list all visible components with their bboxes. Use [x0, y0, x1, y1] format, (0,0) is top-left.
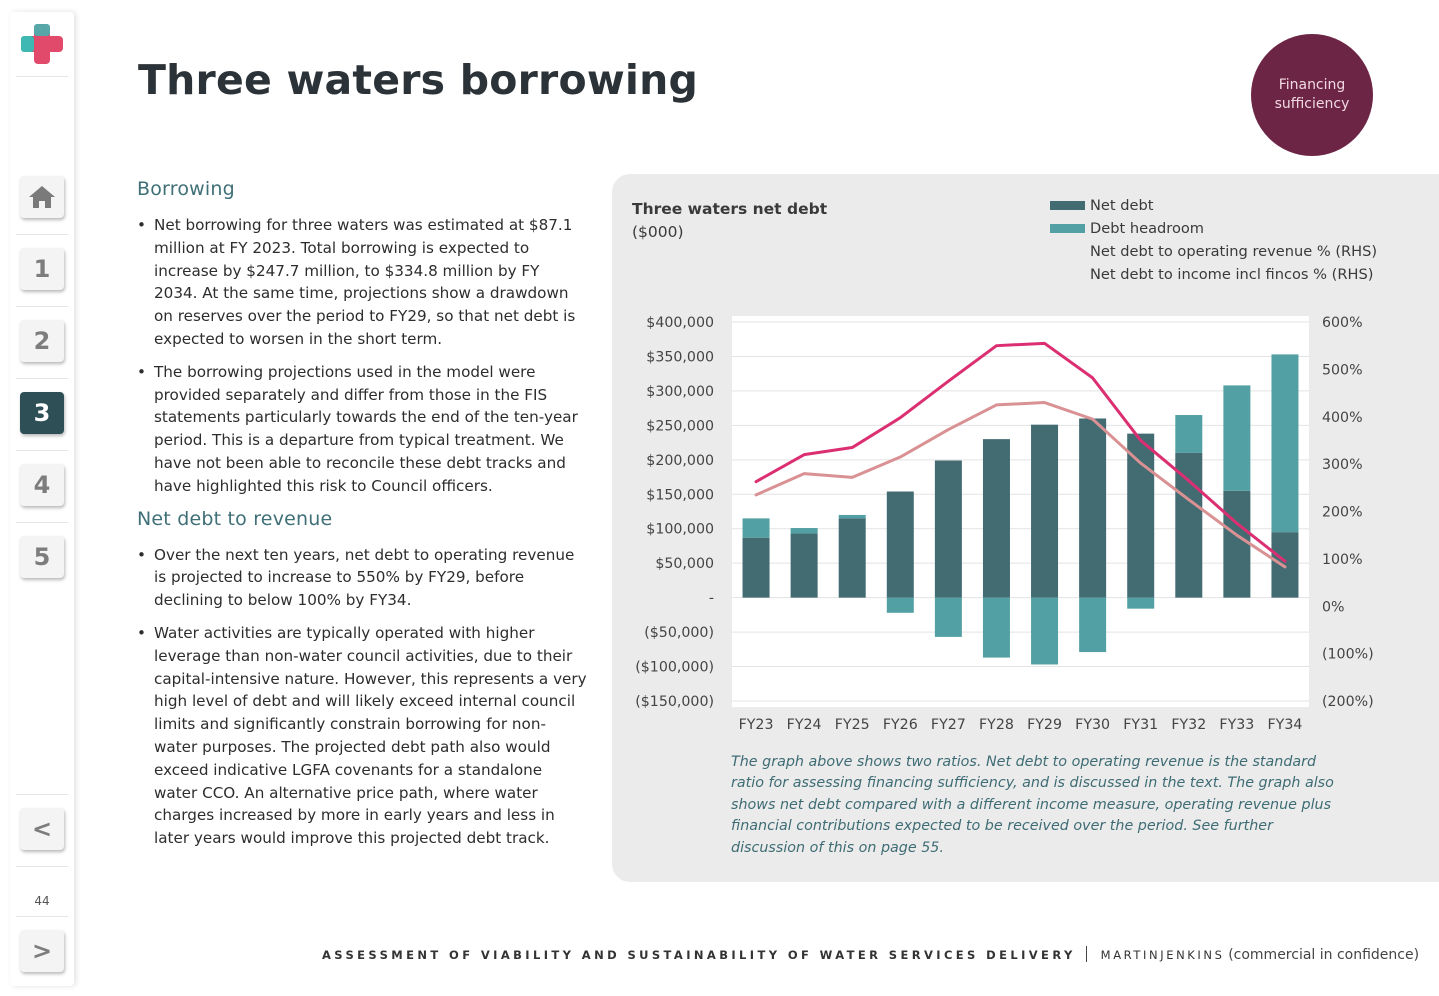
prev-page-button[interactable]: <: [20, 808, 64, 850]
y-tick-right: (200%): [1322, 694, 1374, 710]
bullet-item: • Net borrowing for three waters was estimated at $87.1 million at FY 2023. Total borrowing is expected to increase by $247.7 million, to $334.8 million by FY 2034. At the same time, projections show a drawdown on reserves over the period to FY29, so that net debt is expected to worsen in the short term.: [137, 214, 587, 351]
nav-section-4[interactable]: 4: [20, 464, 64, 506]
legend-label: Debt headroom: [1090, 220, 1205, 237]
nav-section-1[interactable]: 1: [20, 248, 64, 290]
legend-swatch: [1050, 224, 1085, 233]
y-tick-left: $50,000: [655, 556, 714, 573]
bar-debt-headroom: [1223, 385, 1250, 490]
x-tick: FY33: [1219, 717, 1255, 733]
chart-panel: [612, 174, 1439, 882]
bar-net-debt: [1127, 434, 1154, 598]
chart-legend: [1050, 194, 1377, 286]
bar-debt-headroom: [887, 598, 914, 613]
y-tick-right: (100%): [1322, 646, 1374, 663]
x-tick: FY34: [1267, 717, 1303, 733]
bar-net-debt: [935, 461, 962, 598]
bar-debt-headroom: [791, 528, 818, 534]
x-tick: FY32: [1171, 717, 1207, 733]
nav-rail: [10, 12, 74, 986]
x-tick: FY26: [882, 717, 918, 733]
y-tick-left: $200,000: [646, 452, 714, 469]
y-tick-right: 600%: [1322, 315, 1363, 331]
y-tick-left: ($100,000): [635, 659, 714, 676]
y-tick-left: $100,000: [646, 521, 714, 538]
page-title: Three waters borrowing: [138, 56, 699, 104]
x-tick: FY23: [738, 717, 774, 733]
bar-net-debt: [743, 538, 770, 598]
divider: [16, 522, 68, 523]
bullet-item: • The borrowing projections used in the model were provided separately and differ from those in the FIS statements particularly towards the end of the ten-year period. This is a departure from typical treatment. We have not been able to reconcile these debt tracks and have highlighted this risk to Council officers.: [137, 361, 587, 498]
bullet-item: • Water activities are typically operated with higher leverage than non-water council activities, due to their capital-intensive nature. However, this represents a very high level of debt and will likely exceed internal council limits and significantly constrain borrowing for non-water purposes. The projected debt path also would exceed indicative LGFA covenants for a standalone water CCO. An alternative price path, where water charges increased by more in early years and less in later years would improve this projected debt track.: [137, 622, 587, 850]
y-tick-right: 100%: [1322, 551, 1363, 568]
legend-net-debt: [1050, 194, 1377, 217]
footer: [322, 946, 1419, 963]
bar-net-debt: [839, 518, 866, 597]
bar-net-debt: [791, 534, 818, 598]
y-tick-right: 0%: [1322, 599, 1345, 616]
bar-net-debt: [1079, 418, 1106, 597]
bar-net-debt: [1271, 532, 1298, 597]
bar-debt-headroom: [1031, 598, 1058, 665]
home-button[interactable]: [20, 176, 64, 218]
chart-units: ($000): [632, 223, 684, 241]
nav-section-3[interactable]: 3: [20, 392, 64, 434]
y-tick-left: ($50,000): [644, 625, 714, 642]
bar-debt-headroom: [1079, 598, 1106, 652]
bar-debt-headroom: [1127, 598, 1154, 609]
legend-label: Net debt: [1090, 197, 1154, 214]
footer-firm: MARTINJENKINS: [1100, 948, 1225, 962]
legend-swatch: [1050, 201, 1085, 210]
borrowing-heading: Borrowing: [137, 178, 235, 200]
divider: [16, 378, 68, 379]
legend-label: Net debt to income incl fincos % (RHS): [1090, 266, 1374, 283]
legend-ratio-income: [1050, 263, 1377, 286]
y-tick-left: $150,000: [646, 487, 714, 504]
logo-icon: [21, 24, 63, 64]
net-debt-revenue-heading: Net debt to revenue: [137, 507, 333, 530]
x-tick: FY29: [1027, 717, 1062, 733]
footer-confidential: (commercial in confidence): [1228, 947, 1420, 963]
divider: [16, 76, 68, 77]
legend-debt-headroom: [1050, 217, 1377, 240]
x-tick: FY30: [1075, 717, 1111, 733]
legend-ratio-operating: [1050, 240, 1377, 263]
footer-report-title: ASSESSMENT OF VIABILITY AND SUSTAINABILITY OF WATER SERVICES DELIVERY: [322, 948, 1076, 962]
y-tick-left: $300,000: [646, 383, 714, 400]
divider: [16, 234, 68, 235]
divider: [16, 866, 68, 867]
y-tick-right: 500%: [1322, 362, 1363, 379]
y-tick-right: 400%: [1322, 409, 1363, 426]
bar-debt-headroom: [1271, 354, 1298, 532]
y-tick-left: -: [708, 590, 714, 607]
x-tick: FY28: [979, 717, 1014, 733]
chart-title: Three waters net debt: [632, 200, 828, 218]
bar-net-debt: [1031, 425, 1058, 598]
page-number: 44: [34, 894, 50, 908]
text-column: [137, 178, 587, 860]
bar-debt-headroom: [935, 598, 962, 637]
next-page-button[interactable]: >: [20, 930, 64, 972]
x-tick: FY27: [930, 717, 966, 733]
x-tick: FY25: [834, 717, 870, 733]
divider: [16, 916, 68, 917]
y-tick-left: $350,000: [646, 349, 714, 366]
y-tick-left: ($150,000): [635, 694, 714, 710]
x-tick: FY31: [1123, 717, 1159, 733]
chart-note: The graph above shows two ratios. Net debt to operating revenue is the standard ratio for assessing financing sufficiency, and is discussed in the text. The graph also shows net debt compared with a different income measure, operating revenue plus financial contributions expected to be received over the period. See further discussion of this on page 55.: [731, 754, 1334, 856]
nav-section-5[interactable]: 5: [20, 536, 64, 578]
y-tick-left: $400,000: [646, 315, 714, 331]
footer-divider: [1086, 946, 1087, 962]
bar-debt-headroom: [1175, 415, 1202, 453]
divider: [16, 450, 68, 451]
divider: [16, 794, 68, 795]
section-badge: Financing sufficiency: [1251, 34, 1373, 156]
legend-label: Net debt to operating revenue % (RHS): [1090, 243, 1378, 260]
nav-section-2[interactable]: 2: [20, 320, 64, 362]
bar-net-debt: [1223, 491, 1250, 598]
home-icon: [28, 184, 56, 210]
x-tick: FY24: [786, 717, 822, 733]
bar-net-debt: [983, 439, 1010, 597]
y-tick-right: 200%: [1322, 504, 1363, 521]
y-tick-left: $250,000: [646, 418, 714, 435]
divider: [16, 306, 68, 307]
bar-debt-headroom: [983, 598, 1010, 658]
bar-debt-headroom: [839, 515, 866, 518]
y-tick-right: 300%: [1322, 457, 1363, 474]
bar-net-debt: [887, 492, 914, 598]
bar-debt-headroom: [743, 518, 770, 537]
bullet-item: • Over the next ten years, net debt to operating revenue is projected to increase to 550% by FY29, before declining to below 100% by FY34.: [137, 544, 587, 612]
